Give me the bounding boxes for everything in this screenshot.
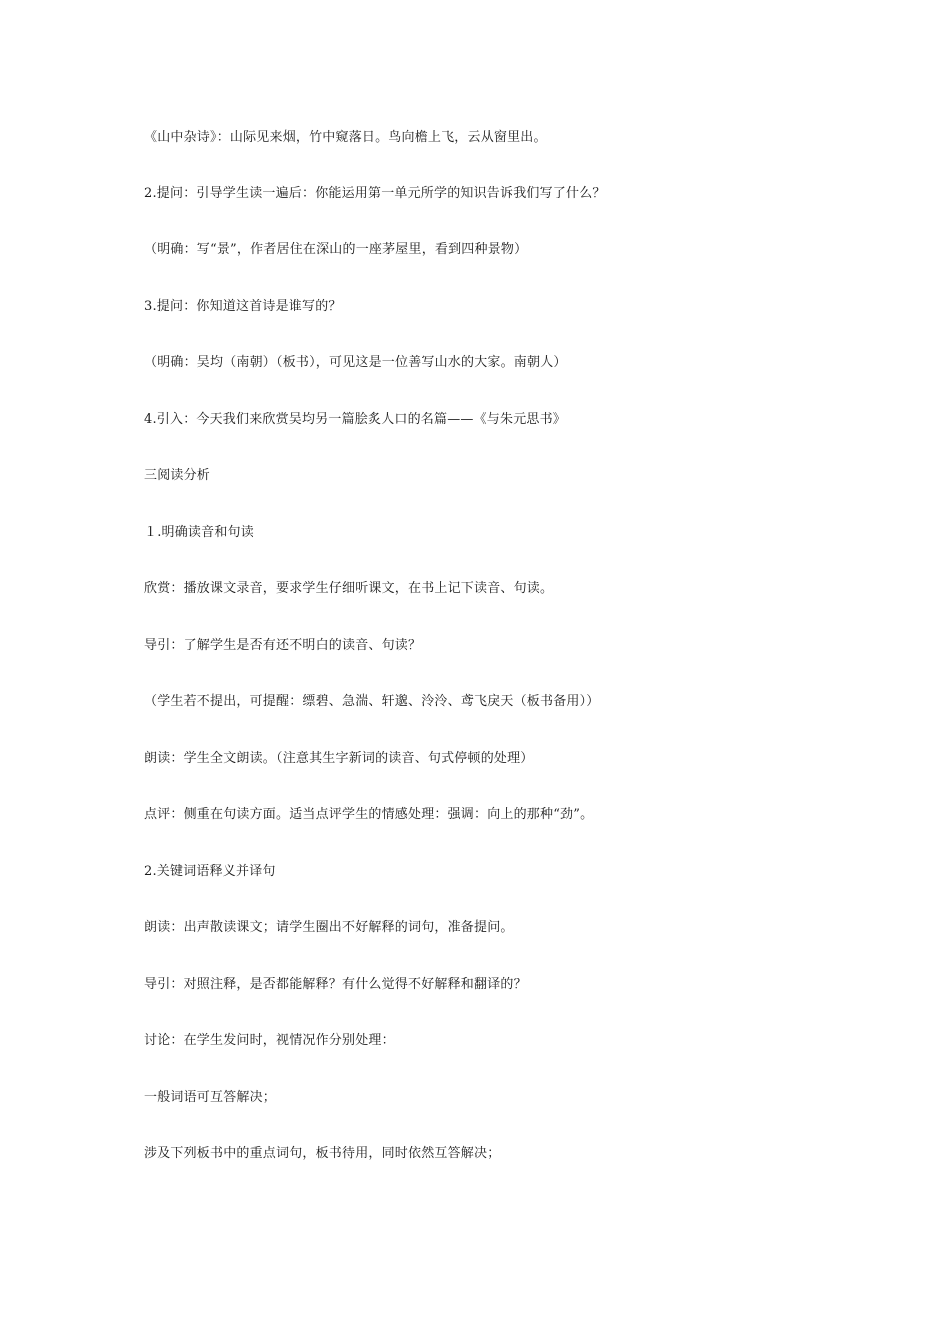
paragraph-read-aloud-1: 朗读：学生全文朗读。（注意其生字新词的读音、句式停顿的处理） xyxy=(144,751,534,766)
paragraph-question-3: 3.提问：你知道这首诗是谁写的？ xyxy=(144,299,342,314)
paragraph-comment: 点评：侧重在句读方面。适当点评学生的情感处理：强调：向上的那种“劲”。 xyxy=(144,807,594,822)
paragraph-guide-2: 导引：对照注释，是否都能解释？有什么觉得不好解释和翻译的？ xyxy=(144,977,527,992)
section-heading-reading-analysis: 三阅读分析 xyxy=(144,468,211,483)
paragraph-general-words: 一般词语可互答解决； xyxy=(144,1090,277,1105)
paragraph-guide-1: 导引：了解学生是否有还不明白的读音、句读？ xyxy=(144,638,422,653)
paragraph-answer-2: （明确：写“景”，作者居住在深山的一座茅屋里，看到四种景物） xyxy=(144,242,528,257)
paragraph-question-2: 2.提问：引导学生读一遍后：你能运用第一单元所学的知识告诉我们写了什么？ xyxy=(144,186,606,201)
paragraph-answer-3: （明确：吴均（南朝）（板书），可见这是一位善写山水的大家。南朝人） xyxy=(144,355,567,370)
paragraph-key-words: 涉及下列板书中的重点词句，板书待用，同时依然互答解决； xyxy=(144,1146,501,1161)
paragraph-read-aloud-2: 朗读：出声散读课文；请学生圈出不好解释的词句，准备提问。 xyxy=(144,920,514,935)
paragraph-introduce-4: 4.引入：今天我们来欣赏吴均另一篇脍炙人口的名篇——《与朱元思书》 xyxy=(144,412,567,427)
paragraph-appreciate: 欣赏：播放课文录音，要求学生仔细听课文，在书上记下读音、句读。 xyxy=(144,581,554,596)
paragraph-poem: 《山中杂诗》：山际见来烟，竹中窥落日。鸟向檐上飞，云从窗里出。 xyxy=(144,130,547,145)
paragraph-reminder: （学生若不提出，可提醒：缥碧、急湍、轩邈、泠泠、鸢飞戾天（板书备用）） xyxy=(144,694,600,709)
subsection-heading-pronunciation: １.明确读音和句读 xyxy=(144,525,254,540)
subsection-heading-key-words: 2.关键词语释义并译句 xyxy=(144,864,276,879)
paragraph-discussion: 讨论：在学生发问时，视情况作分别处理： xyxy=(144,1033,395,1048)
